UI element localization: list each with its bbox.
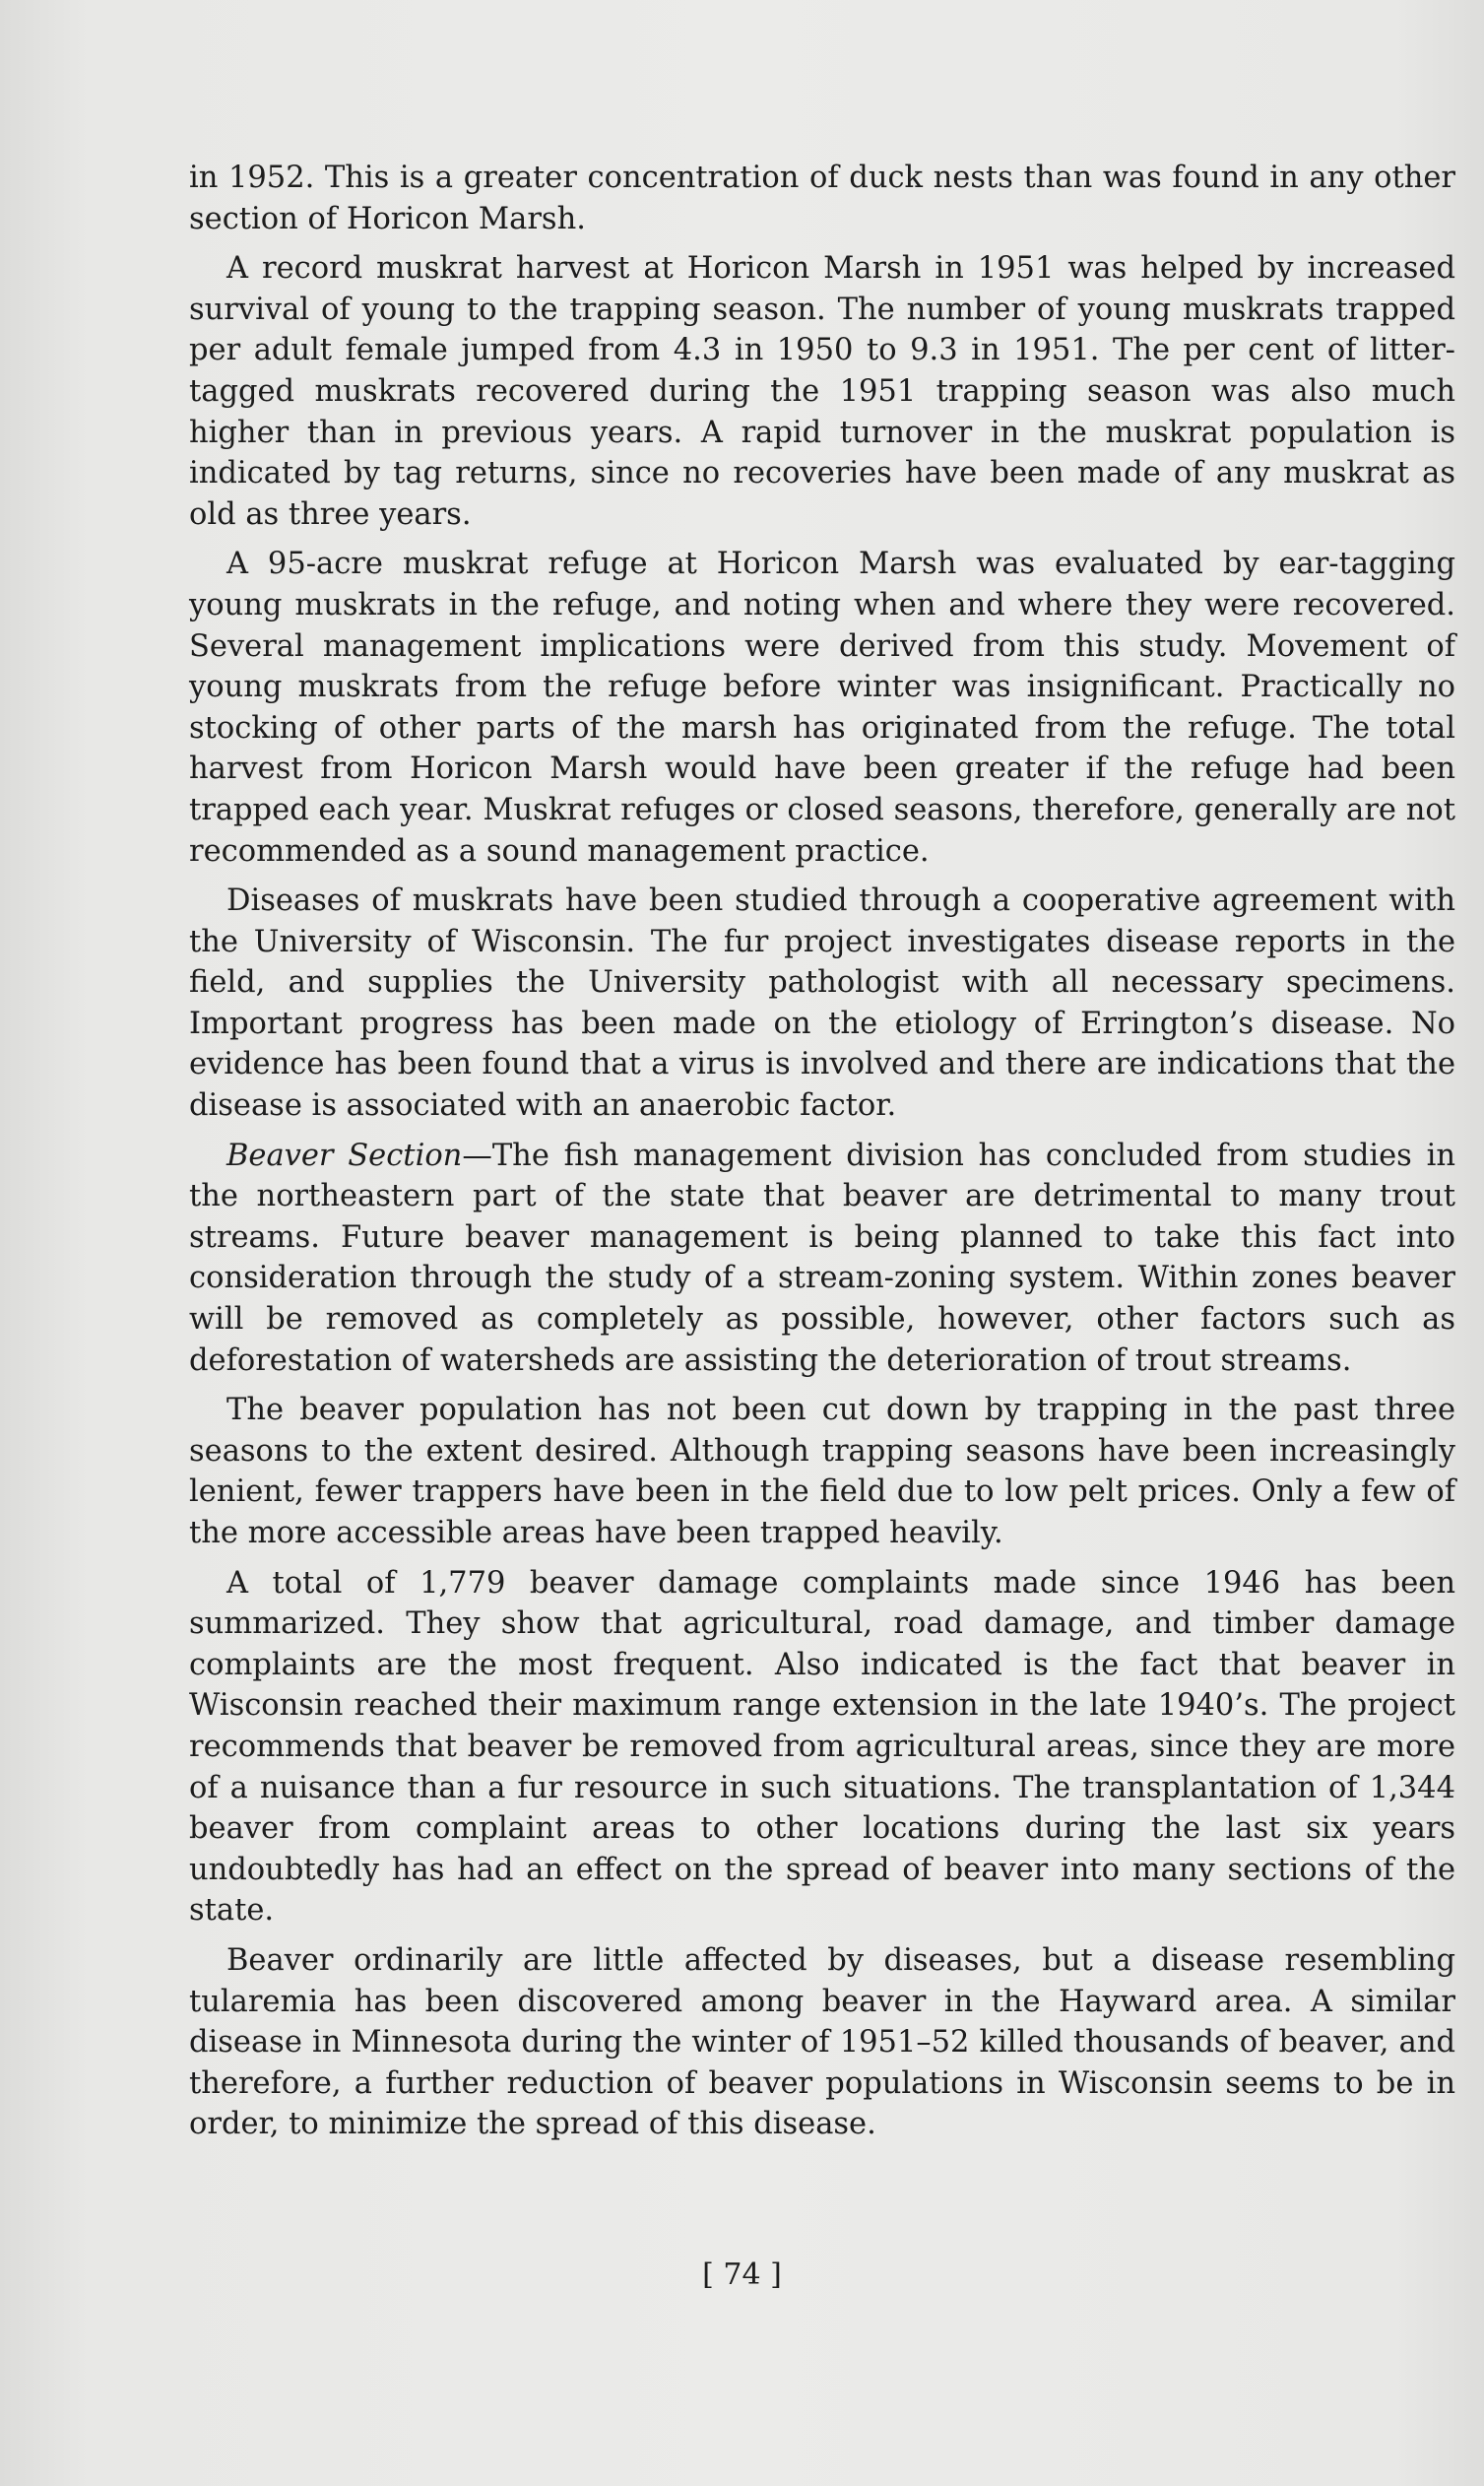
paragraph-muskrat-diseases	[189, 881, 1455, 1127]
paragraph-text: The beaver population has not been cut down by trapping in the past three seasons to the extent desired. Although trapping seasons have been increasingly lenient, fewer trappers have been in the field due to low pelt prices. Only a few of the more accessible areas have been trapped heavily.	[189, 1393, 1455, 1550]
paragraph-text: A total of 1,779 beaver damage complaints made since 1946 has been summarized. They show that agricultural, road damage, and timber damage complaints are the most frequent. Also indicated is the fact that beaver in Wisconsin reached their maximum range extension in the late 1940’s. The project recommends that beaver be removed from agricultural areas, since they are more of a nuisance than a fur resource in such situations. The transplantation of 1,344 beaver from complaint areas to other locations during the last six years undoubtedly has had an effect on the spread of beaver into many sections of the state.	[189, 1565, 1455, 1929]
paragraph-text: —The fish management division has concluded from studies in the northeastern part of the state that beaver are detrimental to many trout streams. Future beaver management is being planned to take this fact into consideration through the study of a stream-zoning system. Within zones beaver will be removed as completely as possible, however, other factors such as deforestation of watersheds are assisting the deterioration of trout streams.	[189, 1138, 1455, 1378]
paragraph-text: A 95-acre muskrat refuge at Horicon Marsh was evaluated by ear-tagging young muskrats in the refuge, and noting when and where they were recovered. Several management implications were derived from this study. Movement of young muskrats from the refuge before winter was insignificant. Practically no stocking of other parts of the marsh has originated from the refuge. The total harvest from Horicon Marsh would have been greater if the refuge had been trapped each year. Muskrat refuges or closed seasons, therefore, generally are not recommended as a sound management practice.	[189, 547, 1455, 869]
paragraph-text: Diseases of muskrats have been studied through a cooperative agreement with the University of Wisconsin. The fur project investigates disease reports in the field, and supplies the University pathologist with all necessary specimens. Important progress has been made on the etiology of Errington’s disease. No evidence has been found that a virus is involved and there are indications that the disease is associated with an anaerobic factor.	[189, 883, 1455, 1124]
paragraph-text: A record muskrat harvest at Horicon Marsh in 1951 was helped by increased survival of young to the trapping season. The number of young muskrats trapped per adult female jumped from 4.3 in 1950 to 9.3 in 1951. The per cent of litter-tagged muskrats recovered during the 1951 trapping season was also much higher than in previous years. A rapid turnover in the muskrat population is indicated by tag returns, since no recoveries have been made of any muskrat as old as three years.	[189, 251, 1455, 532]
paragraph-duck-nests	[189, 158, 1455, 239]
section-heading-beaver: Beaver Section	[226, 1138, 463, 1173]
paragraph-muskrat-harvest	[189, 248, 1455, 535]
paragraph-beaver-disease	[189, 1940, 1455, 2145]
paragraph-beaver-complaints	[189, 1563, 1455, 1931]
paragraph-beaver-section	[189, 1136, 1455, 1382]
paragraph-muskrat-refuge	[189, 544, 1455, 872]
page-number: [ 74 ]	[702, 2257, 782, 2292]
paragraph-text: in 1952. This is a greater concentration of duck nests than was found in any other section of Horicon Marsh.	[189, 161, 1455, 236]
paragraph-beaver-population	[189, 1390, 1455, 1553]
body-text	[189, 158, 1455, 2154]
paragraph-text: Beaver ordinarily are little affected by diseases, but a disease resembling tularemia has been discovered among beaver in the Hayward area. A similar disease in Minnesota during the winter of 1951–52 killed thousands of beaver, and therefore, a further reduction of beaver populations in Wisconsin seems to be in order, to minimize the spread of this disease.	[189, 1942, 1455, 2142]
